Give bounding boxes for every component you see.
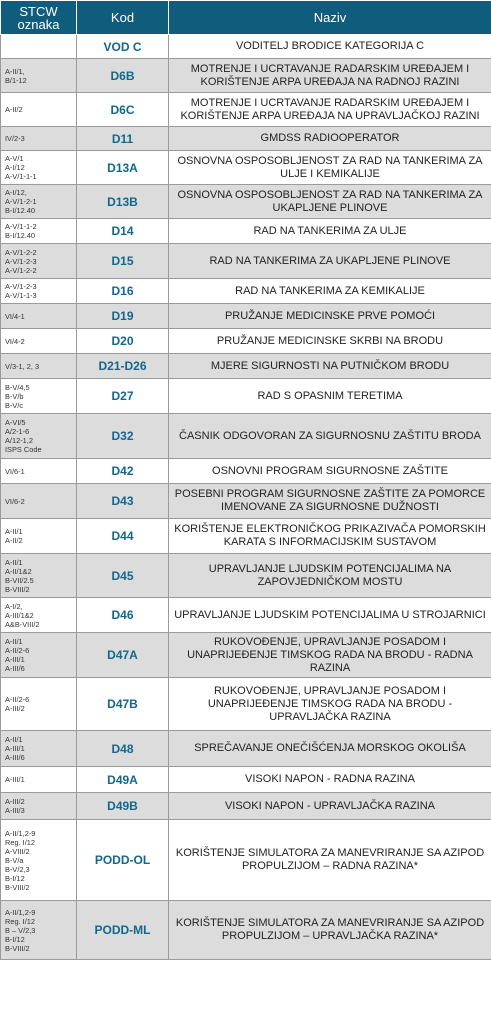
naziv-cell: MJERE SIGURNOSTI NA PUTNIČKOM BRODU — [169, 354, 491, 379]
stcw-cell — [1, 329, 77, 354]
naziv-cell: KORIŠTENJE ELEKTRONIČKOG PRIKAZIVAČA POMORSKIH KARATA S INFORMACIJSKIM SUSTAVOM — [169, 519, 491, 554]
kod-cell: PODD-OL — [77, 820, 169, 901]
stcw-code: B-VIII/2 — [5, 882, 30, 892]
stcw-cell — [1, 820, 77, 901]
table-row — [1, 633, 491, 678]
stcw-code: B-I/12.40 — [5, 206, 35, 215]
kod-cell: D13B — [77, 185, 169, 219]
stcw-cell — [1, 151, 77, 185]
table-row — [1, 820, 491, 901]
stcw-code: A&B-VIII/2 — [5, 619, 40, 629]
stcw-cell — [1, 93, 77, 127]
kod-cell: D27 — [77, 379, 169, 414]
table-row — [1, 93, 491, 127]
table-row — [1, 185, 491, 219]
stcw-code: A-V/1 — [5, 154, 24, 163]
stcw-cell — [1, 185, 77, 219]
stcw-code: A-II/2-6 — [5, 646, 30, 655]
kod-cell: D6C — [77, 93, 169, 127]
table-header — [1, 1, 491, 35]
stcw-code: A-II/2 — [5, 105, 23, 114]
naziv-cell: VISOKI NAPON - UPRAVLJAČKA RAZINA — [169, 793, 491, 820]
stcw-code: B/1-12 — [5, 75, 27, 85]
naziv-cell: PRUŽANJE MEDICINSKE PRVE POMOĆI — [169, 304, 491, 329]
naziv-cell: PRUŽANJE MEDICINSKE SKRBI NA BRODU — [169, 329, 491, 354]
kod-cell: D14 — [77, 219, 169, 244]
stcw-cell — [1, 484, 77, 519]
stcw-code: IV/2-3 — [5, 134, 25, 143]
naziv-cell: RUKOVOĐENJE, UPRAVLJANJE POSADOM I UNAPRIJEĐENJE TIMSKOG RADA NA BRODU - RADNA RAZINA — [169, 633, 491, 678]
naziv-cell: RUKOVOĐENJE, UPRAVLJANJE POSADOM I UNAPRIJEĐENJE TIMSKOG RADA NA BRODU - UPRAVLJAČKA RAZINA — [169, 678, 491, 731]
kod-cell: D15 — [77, 244, 169, 279]
naziv-cell: ČASNIK ODGOVORAN ZA SIGURNOSNU ZAŠTITU BRODA — [169, 414, 491, 459]
stcw-cell — [1, 59, 77, 93]
header-kod: Kod — [77, 1, 169, 35]
stcw-code: B-I/12 — [5, 873, 25, 883]
naziv-cell: MOTRENJE I UCRTAVANJE RADARSKIM UREĐAJEM I KORIŠTENJE ARPA UREĐAJA NA UPRAVLJAČKOJ RAZINI — [169, 93, 491, 127]
table-row — [1, 414, 491, 459]
stcw-cell — [1, 354, 77, 379]
stcw-code: A-III/3 — [5, 806, 25, 815]
stcw-cell — [1, 901, 77, 960]
stcw-code: A-I/2, — [5, 601, 23, 611]
table-row — [1, 127, 491, 151]
kod-cell: D42 — [77, 459, 169, 484]
kod-cell: D44 — [77, 519, 169, 554]
kod-cell: D49B — [77, 793, 169, 820]
stcw-code: A-I/12, — [5, 188, 27, 197]
table-row — [1, 901, 491, 960]
stcw-code: B-VIII/2 — [5, 943, 30, 953]
naziv-cell: VISOKI NAPON - RADNA RAZINA — [169, 767, 491, 793]
header-naziv: Naziv — [169, 1, 491, 35]
naziv-cell: POSEBNI PROGRAM SIGURNOSNE ZAŠTITE ZA POMORCE IMENOVANE ZA SIGURNOSNE DUŽNOSTI — [169, 484, 491, 519]
naziv-cell: MOTRENJE I UCRTAVANJE RADARSKIM UREĐAJEM I KORIŠTENJE ARPA UREĐAJA NA RADNOJ RAZINI — [169, 59, 491, 93]
stcw-code: B-VIII/2 — [5, 584, 30, 594]
kod-cell: D43 — [77, 484, 169, 519]
stcw-code: VI/6-2 — [5, 496, 25, 506]
stcw-code: A-II/1 — [5, 527, 23, 536]
naziv-cell: UPRAVLJANJE LJUDSKIM POTENCIJALIMA NA ZAPOVJEDNIČKOM MOSTU — [169, 554, 491, 598]
table-row — [1, 59, 491, 93]
table-row — [1, 678, 491, 731]
stcw-code: A-III/6 — [5, 664, 25, 673]
table-row — [1, 219, 491, 244]
kod-cell: D16 — [77, 279, 169, 304]
table-row — [1, 304, 491, 329]
stcw-code: A/12-1,2 — [5, 436, 33, 445]
stcw-code: A-III/6 — [5, 753, 25, 762]
stcw-code: A-III/2 — [5, 797, 25, 806]
table-row — [1, 354, 491, 379]
stcw-code: A-II/1 — [5, 735, 23, 744]
stcw-code: A-V/1-2-2 — [5, 265, 37, 275]
stcw-cell — [1, 767, 77, 793]
stcw-code: A-II/1 — [5, 557, 23, 567]
stcw-code: A-VIII/2 — [5, 846, 30, 856]
stcw-code: A-I/12 — [5, 163, 25, 172]
kod-cell: D11 — [77, 127, 169, 151]
stcw-cell — [1, 731, 77, 767]
stcw-cell — [1, 554, 77, 598]
stcw-code: A-III/1 — [5, 744, 25, 753]
stcw-code: ISPS Code — [5, 445, 42, 454]
naziv-cell: RAD S OPASNIM TERETIMA — [169, 379, 491, 414]
stcw-code: B – V/2,3 — [5, 925, 36, 935]
stcw-cell — [1, 598, 77, 633]
table-row — [1, 598, 491, 633]
naziv-cell: SPREČAVANJE ONEČIŠĆENJA MORSKOG OKOLIŠA — [169, 731, 491, 767]
stcw-code: B-I/12.40 — [5, 231, 35, 240]
stcw-cell — [1, 35, 77, 59]
naziv-cell: VODITELJ BRODICE KATEGORIJA C — [169, 35, 491, 59]
stcw-cell — [1, 519, 77, 554]
naziv-cell: UPRAVLJANJE LJUDSKIM POTENCIJALIMA U STROJARNICI — [169, 598, 491, 633]
naziv-cell: OSNOVNA OSPOSOBLJENOST ZA RAD NA TANKERIMA ZA UKAPLJENE PLINOVE — [169, 185, 491, 219]
naziv-cell: OSNOVNA OSPOSOBLJENOST ZA RAD NA TANKERIMA ZA ULJE I KEMIKALIJE — [169, 151, 491, 185]
stcw-cell — [1, 633, 77, 678]
stcw-code: A-VI/5 — [5, 418, 26, 427]
naziv-cell: GMDSS RADIOOPERATOR — [169, 127, 491, 151]
table-row — [1, 554, 491, 598]
table-row — [1, 731, 491, 767]
stcw-code: A/2-1-6 — [5, 427, 30, 436]
table-row — [1, 279, 491, 304]
stcw-code: A-V/1-2-1 — [5, 197, 37, 206]
stcw-code: A-III/1&2 — [5, 610, 34, 620]
header-stcw — [1, 1, 77, 35]
stcw-code: A-III/1 — [5, 655, 25, 664]
stcw-code: A-V/1-1-2 — [5, 222, 37, 231]
table-row — [1, 519, 491, 554]
naziv-cell: KORIŠTENJE SIMULATORA ZA MANEVRIRANJE SA AZIPOD PROPULZIJOM – UPRAVLJAČKA RAZINA* — [169, 901, 491, 960]
table-row — [1, 484, 491, 519]
stcw-code: A-II/1 — [5, 637, 23, 646]
table-row — [1, 35, 491, 59]
kod-cell: D19 — [77, 304, 169, 329]
kod-cell: D47A — [77, 633, 169, 678]
stcw-cell — [1, 678, 77, 731]
stcw-code: B-V/a — [5, 855, 24, 865]
stcw-code: A-II/1, — [5, 66, 25, 76]
naziv-cell: RAD NA TANKERIMA ZA ULJE — [169, 219, 491, 244]
kod-cell: D32 — [77, 414, 169, 459]
stcw-code: VI/4-2 — [5, 336, 25, 346]
stcw-cell — [1, 459, 77, 484]
stcw-code: B-VII/2.5 — [5, 575, 34, 585]
stcw-code: VI/4-1 — [5, 311, 25, 321]
stcw-cell — [1, 279, 77, 304]
stcw-code: B-V/4,5 — [5, 382, 30, 392]
stcw-code: A-III/2 — [5, 704, 25, 713]
stcw-code: A-II/1&2 — [5, 566, 32, 576]
kod-cell: D20 — [77, 329, 169, 354]
stcw-cell — [1, 793, 77, 820]
table-row — [1, 244, 491, 279]
naziv-cell: RAD NA TANKERIMA ZA KEMIKALIJE — [169, 279, 491, 304]
kod-cell: D6B — [77, 59, 169, 93]
naziv-cell: OSNOVNI PROGRAM SIGURNOSNE ZAŠTITE — [169, 459, 491, 484]
naziv-cell: KORIŠTENJE SIMULATORA ZA MANEVRIRANJE SA AZIPOD PROPULZIJOM – RADNA RAZINA* — [169, 820, 491, 901]
table-row — [1, 329, 491, 354]
kod-cell: D48 — [77, 731, 169, 767]
naziv-cell: RAD NA TANKERIMA ZA UKAPLJENE PLINOVE — [169, 244, 491, 279]
stcw-code: B-V/2,3 — [5, 864, 30, 874]
stcw-cell — [1, 304, 77, 329]
stcw-code: B-I/12 — [5, 934, 25, 944]
stcw-code: A-II/1,2-9 — [5, 907, 36, 917]
stcw-code: A-V/1-2-2 — [5, 247, 37, 257]
table-row — [1, 767, 491, 793]
stcw-cell — [1, 244, 77, 279]
stcw-cell — [1, 127, 77, 151]
header-stcw-line: STCW — [19, 3, 58, 19]
stcw-code: A-V/1-2-3 — [5, 256, 37, 266]
stcw-code: Reg. I/12 — [5, 837, 35, 847]
stcw-code: B-V/c — [5, 400, 24, 410]
table-row — [1, 379, 491, 414]
table-row — [1, 151, 491, 185]
stcw-code: A-II/1,2-9 — [5, 828, 36, 838]
stcw-code: A-III/1 — [5, 775, 25, 784]
stcw-code: A-V/1-1-1 — [5, 172, 37, 181]
table-row — [1, 459, 491, 484]
stcw-code: A-V/1-2-3 — [5, 282, 37, 291]
kod-cell: D21-D26 — [77, 354, 169, 379]
stcw-code: B-V/b — [5, 391, 24, 401]
kod-cell: VOD C — [77, 35, 169, 59]
table-body — [1, 35, 491, 960]
stcw-cell — [1, 379, 77, 414]
stcw-code: A-II/2-6 — [5, 695, 30, 704]
stcw-code: VI/6-1 — [5, 466, 25, 476]
kod-cell: D49A — [77, 767, 169, 793]
stcw-cell — [1, 219, 77, 244]
kod-cell: D47B — [77, 678, 169, 731]
header-stcw-line: oznaka — [17, 16, 60, 32]
stcw-code: Reg. I/12 — [5, 916, 35, 926]
kod-cell: PODD-ML — [77, 901, 169, 960]
table-row — [1, 793, 491, 820]
kod-cell: D45 — [77, 554, 169, 598]
stcw-code: A-V/1-1-3 — [5, 291, 37, 300]
kod-cell: D46 — [77, 598, 169, 633]
stcw-code: A-II/2 — [5, 536, 23, 545]
stcw-code: V/3-1, 2, 3 — [5, 361, 40, 371]
kod-cell: D13A — [77, 151, 169, 185]
stcw-cell — [1, 414, 77, 459]
